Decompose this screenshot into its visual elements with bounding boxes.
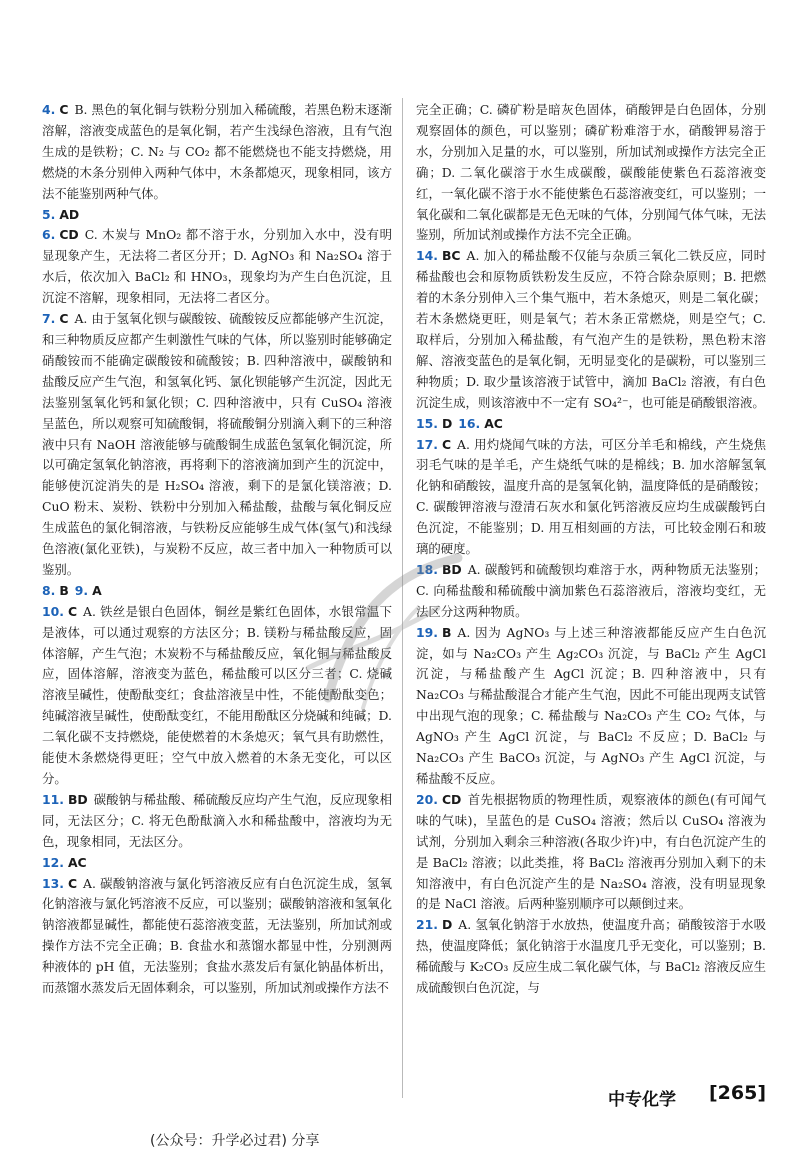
answer-item-20: 20. CD 首先根据物质的物理性质，观察液体的颜色(有可闻气味的气味)，呈蓝色的是 CuSO₄ 溶液；然后以 CuSO₄ 溶液为试剂，分别加入剩余三种溶液(各取少许)中，有白色沉淀产生的是 BaCl₂ 溶液；以此类推，将 BaCl₂ 溶液再分别加入剩下的未知溶液中，有白色沉淀产生的是 Na₂SO₄ 溶液，没有明显现象的是 NaCl 溶液。后两种鉴别顺序可以颠倒过来。 — [416, 791, 766, 912]
answer-item-13-continued: 完全正确；C. 磷矿粉是暗灰色固体，硝酸钾是白色固体，分别观察固体的颜色，可以鉴别；磷矿粉难溶于水，硝酸钾易溶于水，分别加入足量的水，可以鉴别，所加试剂或操作方法完全正确；D. 二氧化碳溶于水生成碳酸，碳酸能使紫色石蕊溶液变红，一氧化碳不溶于水不能使紫色石蕊溶液变红，可以鉴别；一氧化碳和二氧化碳都是无色无味的气体，分别闻气体气味，无法鉴别，所加试剂或操作方法不完全正确。 — [416, 102, 766, 243]
answer-item-10: 10. C A. 铁丝是银白色固体，铜丝是紫红色固体，水银常温下是液体，可以通过观察的方法区分；B. 镁粉与稀盐酸反应，固体溶解，产生气泡；木炭粉不与稀盐酸反应，氧化铜与稀盐酸反应，固体溶解，溶液变为蓝色，稀盐酸可以区分三者；C. 烧碱溶液呈碱性，使酚酞变红；食盐溶液呈中性，不能使酚酞变色；纯碱溶液呈碱性，使酚酞变红，不能用酚酞区分烧碱和纯碱；D. 二氧化碳不支持燃烧，能使燃着的木条熄灭；氧气具有助燃性，能使木条燃烧得更旺；空气中放入燃着的木条无变化，可以区分。 — [42, 603, 392, 786]
answer-item-12: 12. AC — [42, 854, 87, 870]
answer-item-14: 14. BC A. 加入的稀盐酸不仅能与杂质三氧化二铁反应，同时稀盐酸也会和原物质铁粉发生反应，不符合除杂原则；B. 把燃着的木条分别伸入三个集气瓶中，若木条熄灭，则是二氧化碳；若木条燃烧更旺，则是氧气；若木条正常燃烧，则是空气；C. 取样后，分别加入稀盐酸，有气泡产生的是铁粉，黑色粉末溶解、溶液变蓝色的是氧化铜，无明显变化的是碳粉，可以鉴别三种物质；D. 取少量该溶液于试管中，滴加 BaCl₂ 溶液，有白色沉淀生成，则该溶液中不一定有 SO₄²⁻，也可能是硝酸银溶液。 — [416, 248, 766, 410]
left-column — [42, 100, 392, 999]
right-column — [416, 100, 766, 999]
answer-item-19: 19. B A. 因为 AgNO₃ 与上述三种溶液都能反应产生白色沉淀，如与 Na₂CO₃ 产生 Ag₂CO₃ 沉淀，与 BaCl₂ 产生 AgCl 沉淀，与稀盐酸产生 AgCl 沉淀；B. 四种溶液中，只有 Na₂CO₃ 与稀盐酸混合才能产生气泡，因此不可能出现两支试管中出现气泡的现象；C. 稀盐酸与 Na₂CO₃ 产生 CO₂ 气体，与 AgNO₃ 产生 AgCl 沉淀，与 BaCl₂ 不反应；D. BaCl₂ 与 Na₂CO₃ 产生 BaCO₃ 沉淀，与 AgNO₃ 产生 AgCl 沉淀，与稀盐酸不反应。 — [416, 624, 766, 786]
answer-item-5: 5. AD — [42, 206, 80, 222]
page-number: [265] — [709, 1082, 767, 1104]
answer-item-11: 11. BD 碳酸钠与稀盐酸、稀硫酸反应均产生气泡，反应现象相同，无法区分；C. 将无色酚酞滴入水和稀盐酸中，溶液均为无色，现象相同，无法区分。 — [42, 791, 392, 849]
answer-item-15-16: 15. D 16. AC — [416, 415, 503, 431]
answer-item-6: 6. CD C. 木炭与 MnO₂ 都不溶于水，分别加入水中，没有明显现象产生，无法将二者区分开；D. AgNO₃ 和 Na₂SO₄ 溶于水后，依次加入 BaCl₂ 和 HNO₃，现象均为产生白色沉淀，且沉淀不溶解，现象相同，无法将二者区分。 — [42, 227, 392, 306]
subject-label: 中专化学 — [608, 1090, 676, 1110]
answer-item-13: 13. C A. 碳酸钠溶液与氯化钙溶液反应有白色沉淀生成，氢氧化钠溶液与氯化钙溶液不反应，可以鉴别；碳酸钠溶液和氢氧化钠溶液都显碱性，都能使石蕊溶液变蓝，无法鉴别，所加试剂或操作方法不完全正确；B. 食盐水和蒸馏水都显中性，分别测两种液体的 pH 值，无法鉴别；食盐水蒸发后有氯化钠晶体析出，而蒸馏水蒸发后无固体剩余，可以鉴别，所加试剂或操作方法不 — [42, 875, 392, 996]
share-note: (公众号：升学必过君) 分享 — [150, 1133, 320, 1149]
answer-item-21: 21. D A. 氢氧化钠溶于水放热，使温度升高；硝酸铵溶于水吸热，使温度降低；氯化钠溶于水温度几乎无变化，可以鉴别；B. 稀硫酸与 K₂CO₃ 反应生成二氧化碳气体，与 BaCl₂ 溶液反应生成硫酸钡白色沉淀，与 — [416, 917, 766, 996]
column-divider — [402, 98, 403, 1098]
answer-item-4: 4. C B. 黑色的氧化铜与铁粉分别加入稀硫酸，若黑色粉末逐渐溶解，溶液变成蓝色的是氧化铜，若产生浅绿色溶液，且有气泡生成的是铁粉；C. N₂ 与 CO₂ 都不能燃烧也不能支持燃烧，用燃烧的木条分别伸入两种气体中，木条都熄灭，现象相同，该方法不能鉴别两种气体。 — [42, 102, 392, 201]
answer-item-8-9: 8. B 9. A — [42, 582, 102, 598]
answer-item-7: 7. C A. 由于氢氧化钡与碳酸铵、硫酸铵反应都能够产生沉淀，和三种物质反应都产生刺激性气味的气体，所以鉴别时能够确定硝酸铵而不能确定碳酸铵和硫酸铵；B. 四种溶液中，碳酸钠和盐酸反应产生气泡，和氢氧化钙、氯化钡能够产生沉淀，因此无法鉴别氢氧化钙和氯化钡；C. 四种溶液中，只有 CuSO₄ 溶液呈蓝色，所以观察可知硫酸铜，将硫酸铜分别滴入剩下的三种溶液中只有 NaOH 溶液能够与硫酸铜生成蓝色氢氧化铜沉淀，所以可确定氢氧化钠溶液，再将剩下的溶液滴加到产生的沉淀中，能够使沉淀消失的是 H₂SO₄ 溶液，剩下的是氯化镁溶液；D. CuO 粉末、炭粉、铁粉中分别加入稀盐酸，盐酸与氧化铜反应生成蓝色的氯化铜溶液，与铁粉反应能够生成气体(氢气)和浅绿色溶液(氯化亚铁)，与炭粉不反应，故三者中加入一种物质可以鉴别。 — [42, 311, 392, 577]
answer-item-17: 17. C A. 用灼烧闻气味的方法，可区分羊毛和棉线，产生烧焦羽毛气味的是羊毛，产生烧纸气味的是棉线；B. 加水溶解氢氧化钠和硝酸铵，温度升高的是氢氧化钠，温度降低的是硝酸铵；C. 碳酸钾溶液与澄清石灰水和氯化钙溶液反应均生成碳酸钙白色沉淀，不能鉴别；D. 用互相刻画的方法，可比较金刚石和玻璃的硬度。 — [416, 436, 766, 557]
answer-item-18: 18. BD A. 碳酸钙和硫酸钡均难溶于水，两种物质无法鉴别；C. 向稀盐酸和稀硫酸中滴加紫色石蕊溶液后，溶液均变红，无法区分这两种物质。 — [416, 561, 766, 619]
